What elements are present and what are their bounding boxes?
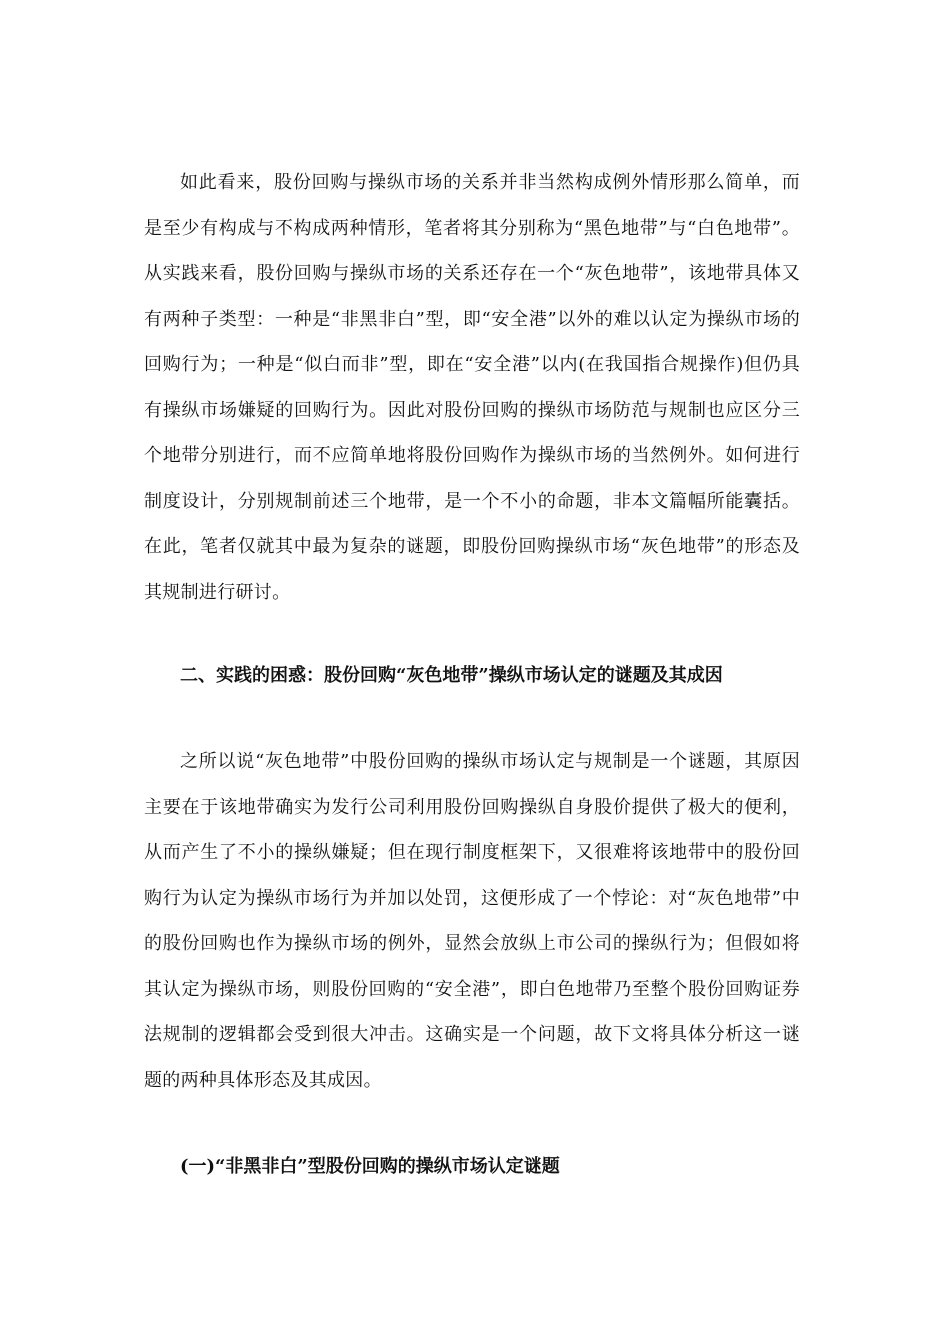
subsection-heading: (一)“非黑非白”型股份回购的操纵市场认定谜题 xyxy=(180,1156,560,1177)
section-heading: 二、实践的困惑：股份回购“灰色地带”操纵市场认定的谜题及其成因 xyxy=(180,665,723,686)
body-paragraph-2: 之所以说“灰色地带”中股份回购的操纵市场认定与规制是一个谜题，其原因主要在于该地带确实为发行公司利用股份回购操纵自身股价提供了极大的便利，从而产生了不小的操纵嫌疑；但在现行制度框架下，又很难将该地带中的股份回购行为认定为操纵市场行为并加以处罚，这便形成了一个悖论：对“灰色地带”中的股份回购也作为操纵市场的例外，显然会放纵上市公司的操纵行为；但假如将其认定为操纵市场，则股份回购的“安全港”，即白色地带乃至整个股份回购证券法规制的逻辑都会受到很大冲击。这确实是一个问题，故下文将具体分析这一谜题的两种具体形态及其成因。 xyxy=(144,751,800,1091)
body-paragraph-1: 如此看来，股份回购与操纵市场的关系并非当然构成例外情形那么简单，而是至少有构成与不构成两种情形，笔者将其分别称为“黑色地带”与“白色地带”。从实践来看，股份回购与操纵市场的关系还存在一个“灰色地带”，该地带具体又有两种子类型：一种是“非黑非白”型，即“安全港”以外的难以认定为操纵市场的回购行为；一种是“似白而非”型，即在“安全港”以内(在我国指合规操作)但仍具有操纵市场嫌疑的回购行为。因此对股份回购的操纵市场防范与规制也应区分三个地带分别进行，而不应简单地将股份回购作为操纵市场的当然例外。如何进行制度设计，分别规制前述三个地带，是一个不小的命题，非本文篇幅所能囊括。在此，笔者仅就其中最为复杂的谜题，即股份回购操纵市场“灰色地带”的形态及其规制进行研讨。 xyxy=(144,172,800,603)
